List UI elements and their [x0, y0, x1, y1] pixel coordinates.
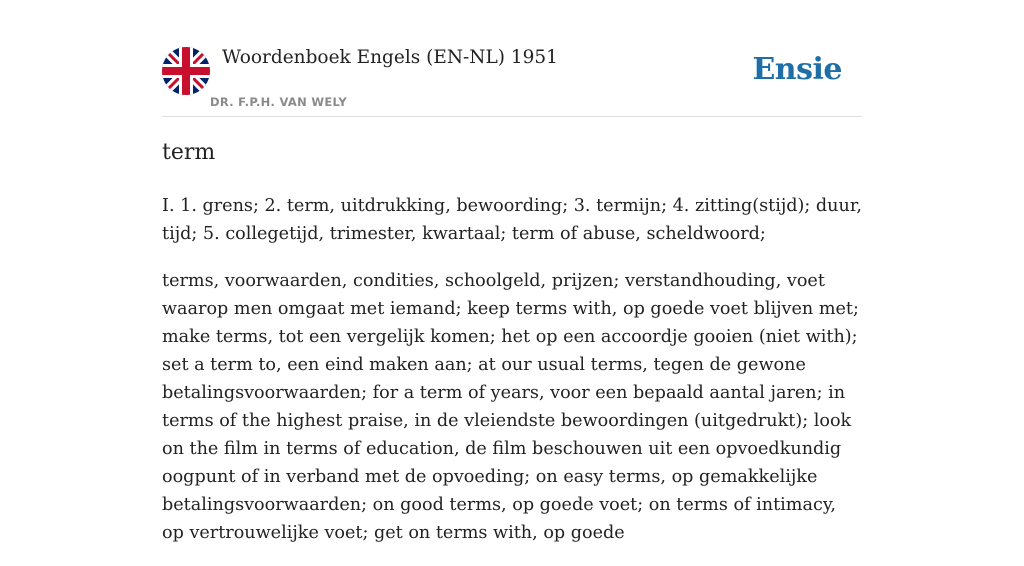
ensie-logo-link[interactable]: Ensie: [752, 52, 842, 87]
definition-paragraph-2: terms, voorwaarden, condities, schoolgeld, prijzen; verstandhouding, voet waarop men omgaat met iemand; keep terms with, op goede voet blijven met; make terms, tot een vergelijk komen; het op een accoordje gooien (niet with); set a term to, een eind maken aan; at our usual terms, tegen de gewone betalingsvoorwaarden; for a term of years, voor een bepaald aantal jaren; in terms of the highest praise, in de vleiendste bewoordingen (uitgedrukt); look on the film in terms of education, de film beschouwen uit een opvoedkundig oogpunt of in verband met de opvoeding; on easy terms, op gemakkelijke betalingsvoorwaarden; on good terms, op goede voet; on terms of intimacy, op vertrouwelijke voet; get on terms with, op goede: [162, 271, 859, 543]
entry-definition: [162, 192, 862, 566]
entry-headword: term: [162, 140, 216, 165]
uk-flag-icon: [162, 47, 210, 95]
definition-paragraph-1: I. 1. grens; 2. term, uitdrukking, bewoording; 3. termijn; 4. zitting(stijd); duur, tijd; 5. collegetijd, trimester, kwartaal; term of abuse, scheldwoord;: [162, 196, 862, 244]
dictionary-header: [162, 44, 862, 117]
dictionary-title[interactable]: Woordenboek Engels (EN-NL) 1951: [222, 47, 558, 68]
dictionary-author: DR. F.P.H. VAN WELY: [210, 95, 347, 109]
